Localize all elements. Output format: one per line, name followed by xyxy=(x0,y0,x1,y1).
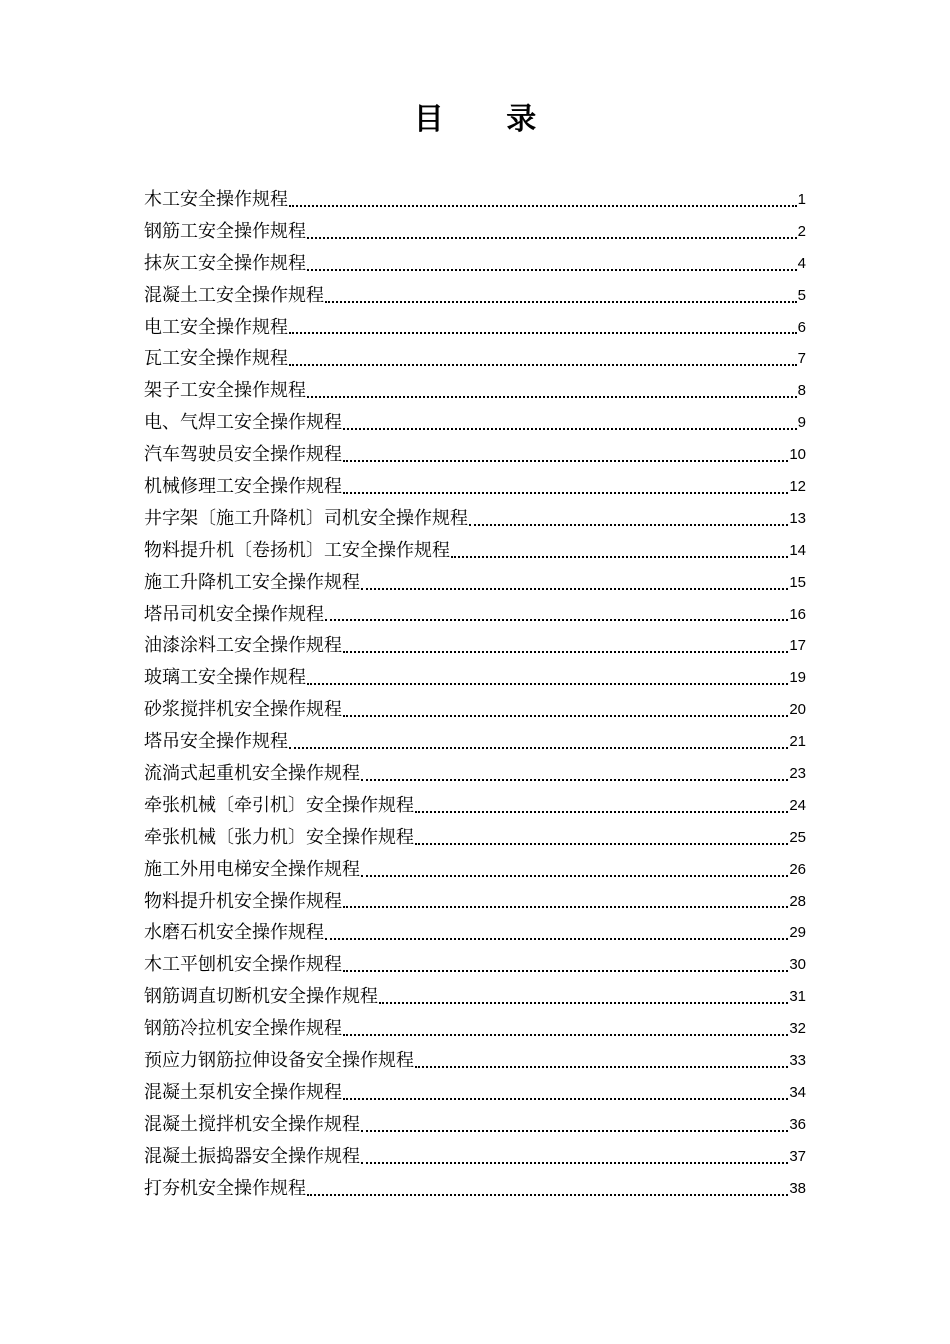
toc-entry-title: 井字架〔施工升降机〕司机安全操作规程 xyxy=(144,507,468,529)
toc-entry-title: 木工平刨机安全操作规程 xyxy=(144,954,342,976)
toc-entry-page-number: 29 xyxy=(789,924,806,942)
dot-leader xyxy=(324,599,789,631)
dot-leader xyxy=(288,184,798,216)
toc-entry-title: 抹灰工安全操作规程 xyxy=(144,252,306,274)
dot-leader xyxy=(342,1013,789,1045)
toc-entry-page-number: 16 xyxy=(789,605,806,623)
toc-entry[interactable] xyxy=(144,981,806,1013)
toc-entry-page-number: 5 xyxy=(797,286,806,304)
toc-entry-title: 牵张机械〔牵引机〕安全操作规程 xyxy=(144,794,414,816)
toc-entry-page-number: 38 xyxy=(789,1179,806,1197)
dot-leader xyxy=(306,1173,789,1205)
toc-entry-title: 木工安全操作规程 xyxy=(144,188,288,210)
toc-entry-title: 玻璃工安全操作规程 xyxy=(144,667,306,689)
toc-entry[interactable] xyxy=(144,471,806,503)
toc-entry[interactable] xyxy=(144,790,806,822)
toc-entry-page-number: 6 xyxy=(797,318,806,336)
dot-leader xyxy=(342,471,789,503)
toc-entry-title: 预应力钢筋拉伸设备安全操作规程 xyxy=(144,1050,414,1072)
toc-entry[interactable] xyxy=(144,1173,806,1205)
toc-entry[interactable] xyxy=(144,917,806,949)
toc-entry-page-number: 31 xyxy=(789,988,806,1006)
dot-leader xyxy=(414,790,789,822)
toc-entry-title: 流淌式起重机安全操作规程 xyxy=(144,763,360,785)
toc-entry-title: 油漆涂料工安全操作规程 xyxy=(144,635,342,657)
dot-leader xyxy=(324,280,798,312)
toc-entry-title: 混凝土泵机安全操作规程 xyxy=(144,1081,342,1103)
toc-entry-page-number: 20 xyxy=(789,701,806,719)
toc-entry-page-number: 37 xyxy=(789,1147,806,1165)
toc-entry[interactable] xyxy=(144,1141,806,1173)
toc-entry[interactable] xyxy=(144,535,806,567)
toc-entry[interactable] xyxy=(144,854,806,886)
toc-entry-page-number: 9 xyxy=(797,414,806,432)
toc-entry-page-number: 12 xyxy=(789,478,806,495)
toc-entry-title: 混凝土振捣器安全操作规程 xyxy=(144,1145,360,1167)
dot-leader xyxy=(342,694,789,726)
toc-entry[interactable] xyxy=(144,375,806,407)
toc-entry-page-number: 1 xyxy=(797,190,806,208)
toc-entry[interactable] xyxy=(144,216,806,248)
toc-entry-page-number: 32 xyxy=(789,1020,806,1038)
toc-entry-title: 电工安全操作规程 xyxy=(144,316,288,338)
dot-leader xyxy=(360,567,789,599)
dot-leader xyxy=(342,886,789,918)
toc-title: 目 录 xyxy=(413,102,563,137)
toc-entry-title: 水磨石机安全操作规程 xyxy=(144,922,324,944)
toc-entry[interactable] xyxy=(144,1109,806,1141)
toc-list xyxy=(144,184,806,1205)
toc-entry[interactable] xyxy=(144,280,806,312)
toc-entry[interactable] xyxy=(144,599,806,631)
toc-entry[interactable] xyxy=(144,407,806,439)
dot-leader xyxy=(288,312,798,344)
toc-entry[interactable] xyxy=(144,1077,806,1109)
toc-entry-title: 钢筋工安全操作规程 xyxy=(144,220,306,242)
toc-entry-page-number: 14 xyxy=(789,541,806,559)
toc-entry-page-number: 23 xyxy=(789,765,806,783)
dot-leader xyxy=(360,1109,789,1141)
toc-entry[interactable] xyxy=(144,1013,806,1045)
toc-entry[interactable] xyxy=(144,503,806,535)
toc-entry-page-number: 25 xyxy=(789,828,806,846)
toc-entry-page-number: 2 xyxy=(797,222,806,240)
dot-leader xyxy=(306,248,798,280)
dot-leader xyxy=(324,917,789,949)
toc-entry-page-number: 21 xyxy=(789,733,806,751)
toc-entry[interactable] xyxy=(144,949,806,981)
toc-entry-page-number: 28 xyxy=(789,892,806,910)
dot-leader xyxy=(414,822,789,854)
toc-entry-page-number: 33 xyxy=(789,1052,806,1070)
toc-entry[interactable] xyxy=(144,694,806,726)
toc-entry[interactable] xyxy=(144,662,806,694)
toc-entry-page-number: 36 xyxy=(789,1115,806,1133)
toc-entry-title: 钢筋冷拉机安全操作规程 xyxy=(144,1018,342,1040)
toc-entry-title: 砂浆搅拌机安全操作规程 xyxy=(144,699,342,721)
toc-entry-title: 塔吊司机安全操作规程 xyxy=(144,603,324,625)
toc-entry-title: 混凝土搅拌机安全操作规程 xyxy=(144,1113,360,1135)
toc-entry-page-number: 7 xyxy=(797,350,806,368)
toc-entry-title: 混凝土工安全操作规程 xyxy=(144,284,324,306)
toc-entry-title: 瓦工安全操作规程 xyxy=(144,348,288,370)
dot-leader xyxy=(288,726,789,758)
toc-entry[interactable] xyxy=(144,886,806,918)
dot-leader xyxy=(288,343,798,375)
dot-leader xyxy=(342,1077,789,1109)
toc-entry-title: 架子工安全操作规程 xyxy=(144,380,306,402)
toc-entry-page-number: 17 xyxy=(789,637,806,655)
dot-leader xyxy=(342,439,789,471)
toc-entry-page-number: 15 xyxy=(789,573,806,591)
toc-entry-page-number: 4 xyxy=(797,254,806,272)
dot-leader xyxy=(342,949,789,981)
dot-leader xyxy=(342,407,798,439)
dot-leader xyxy=(360,1141,789,1173)
dot-leader xyxy=(378,981,789,1013)
toc-entry[interactable] xyxy=(144,439,806,471)
toc-entry-title: 电、气焊工安全操作规程 xyxy=(144,412,342,434)
toc-entry-page-number: 24 xyxy=(789,796,806,814)
toc-entry-title: 打夯机安全操作规程 xyxy=(144,1177,306,1199)
dot-leader xyxy=(468,503,789,535)
toc-entry-page-number: 26 xyxy=(789,860,806,878)
toc-entry[interactable] xyxy=(144,567,806,599)
toc-entry[interactable] xyxy=(144,248,806,280)
dot-leader xyxy=(306,662,789,694)
dot-leader xyxy=(450,535,789,567)
dot-leader xyxy=(414,1045,789,1077)
dot-leader xyxy=(306,216,798,248)
toc-entry-title: 牵张机械〔张力机〕安全操作规程 xyxy=(144,826,414,848)
toc-entry[interactable] xyxy=(144,1045,806,1077)
toc-entry-page-number: 8 xyxy=(797,382,806,400)
toc-entry-title: 塔吊安全操作规程 xyxy=(144,731,288,753)
toc-entry[interactable] xyxy=(144,726,806,758)
toc-entry[interactable] xyxy=(144,343,806,375)
dot-leader xyxy=(360,758,789,790)
toc-entry-page-number: 13 xyxy=(789,509,806,527)
toc-entry[interactable] xyxy=(144,184,806,216)
toc-entry-title: 施工外用电梯安全操作规程 xyxy=(144,858,360,880)
dot-leader xyxy=(360,854,789,886)
toc-entry-page-number: 19 xyxy=(789,669,806,687)
toc-entry-page-number: 10 xyxy=(789,446,806,464)
toc-entry[interactable] xyxy=(144,312,806,344)
toc-entry-title: 物料提升机〔卷扬机〕工安全操作规程 xyxy=(144,539,450,561)
toc-entry-page-number: 30 xyxy=(789,956,806,974)
toc-entry[interactable] xyxy=(144,822,806,854)
toc-entry-title: 施工升降机工安全操作规程 xyxy=(144,571,360,593)
toc-entry-page-number: 34 xyxy=(789,1083,806,1101)
dot-leader xyxy=(342,630,789,662)
toc-entry-title: 物料提升机安全操作规程 xyxy=(144,890,342,912)
toc-entry[interactable] xyxy=(144,758,806,790)
dot-leader xyxy=(306,375,798,407)
toc-entry[interactable] xyxy=(144,630,806,662)
toc-entry-title: 汽车驾驶员安全操作规程 xyxy=(144,444,342,466)
toc-entry-title: 机械修理工安全操作规程 xyxy=(144,476,342,497)
toc-entry-title: 钢筋调直切断机安全操作规程 xyxy=(144,986,378,1008)
